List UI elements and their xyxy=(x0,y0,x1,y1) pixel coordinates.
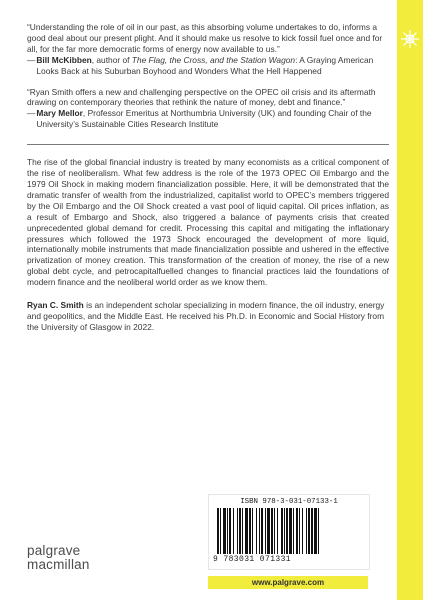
quote-text: “Understanding the role of oil in our past, as this absorbing volume undertakes to do, informs a good deal about our present plight. And it should make us resolve to kick fossil fuel once and for all, for the far more democratic forms of energy now available to us.” xyxy=(27,22,383,54)
publisher-logo xyxy=(27,544,147,572)
divider xyxy=(27,144,389,145)
quote-text: “Ryan Smith offers a new and challenging perspective on the OPEC oil crisis and its aftermath drawing on contemporary theories that rethink the nature of money, debt and finance.” xyxy=(27,86,376,108)
endorser-name: Bill McKibben xyxy=(36,54,92,65)
book-title: The Flag, the Cross, and the Station Wagon xyxy=(131,54,296,65)
book-description: The rise of the global financial industry is treated by many economists as a critical component of the rise of neoliberalism. What few address is the role of the 1973 OPEC Oil Embargo and the 1979 Oil Shock in making modern financialization possible. Here, it will be demonstrated that the dramatic transfer of wealth from the industrialized, capitalist world to OPEC’s members triggered by the Oil Embargo and the Oil Shock created a vast pool of liquid capital. Oil prices inflation, as a result of Embargo and Shock, also triggered a balance of payments crisis that created unprecedented global demand for credit. Processing this capital and mitigating the inflationary pressures which followed the 1973 Shock encouraged the development of more liquid, internationally mobile instruments that made financialization possible and ushered in the effective privatization of money creation. This transformation of the creation of money, the rise of a new global debt cycle, and petrocapitalfuelled changes to financial practices laid the foundations of modern finance and the neoliberal world order as we know them. xyxy=(27,157,389,288)
quote-attribution xyxy=(27,108,389,130)
palgrave-star-icon xyxy=(399,28,421,50)
isbn-barcode xyxy=(208,494,370,570)
barcode-digits: 9 783031 071331 xyxy=(213,555,292,564)
publisher-line-2: macmillan xyxy=(27,557,90,572)
attribution-prefix: , author of xyxy=(91,54,132,65)
endorser-name: Mary Mellor xyxy=(36,108,83,119)
publisher-url[interactable]: www.palgrave.com xyxy=(208,576,368,589)
author-bio xyxy=(27,300,389,333)
attribution-dash: — xyxy=(27,108,36,119)
isbn-label: ISBN 978-3-031-07133-1 xyxy=(240,498,338,506)
endorsement-mckibben xyxy=(27,22,389,77)
spine-strip xyxy=(397,0,423,600)
attribution-body xyxy=(35,55,389,77)
attribution-dash: — xyxy=(27,54,36,65)
endorsement-mellor xyxy=(27,87,389,131)
author-bio-text: is an independent scholar specializing in modern finance, the oil industry, energy and geopolitics, and the Middle East. He received his Ph.D. in Economic and Social History from the University of Glasgow in 2022. xyxy=(27,300,385,332)
quote-attribution xyxy=(27,55,389,77)
attribution-body xyxy=(35,108,389,130)
attribution-suffix: : A Graying American Looks Back at his Suburban Boyhood and Wonders What the Hell Happened xyxy=(36,54,374,76)
barcode-icon xyxy=(217,508,361,554)
author-name: Ryan C. Smith xyxy=(27,300,84,311)
endorser-affiliation: , Professor Emeritus at Northumbria University (UK) and founding Chair of the University’s Sustainable Cities Research Institute xyxy=(36,108,372,130)
publisher-line-1: palgrave xyxy=(27,543,81,558)
back-cover-text xyxy=(27,22,389,333)
